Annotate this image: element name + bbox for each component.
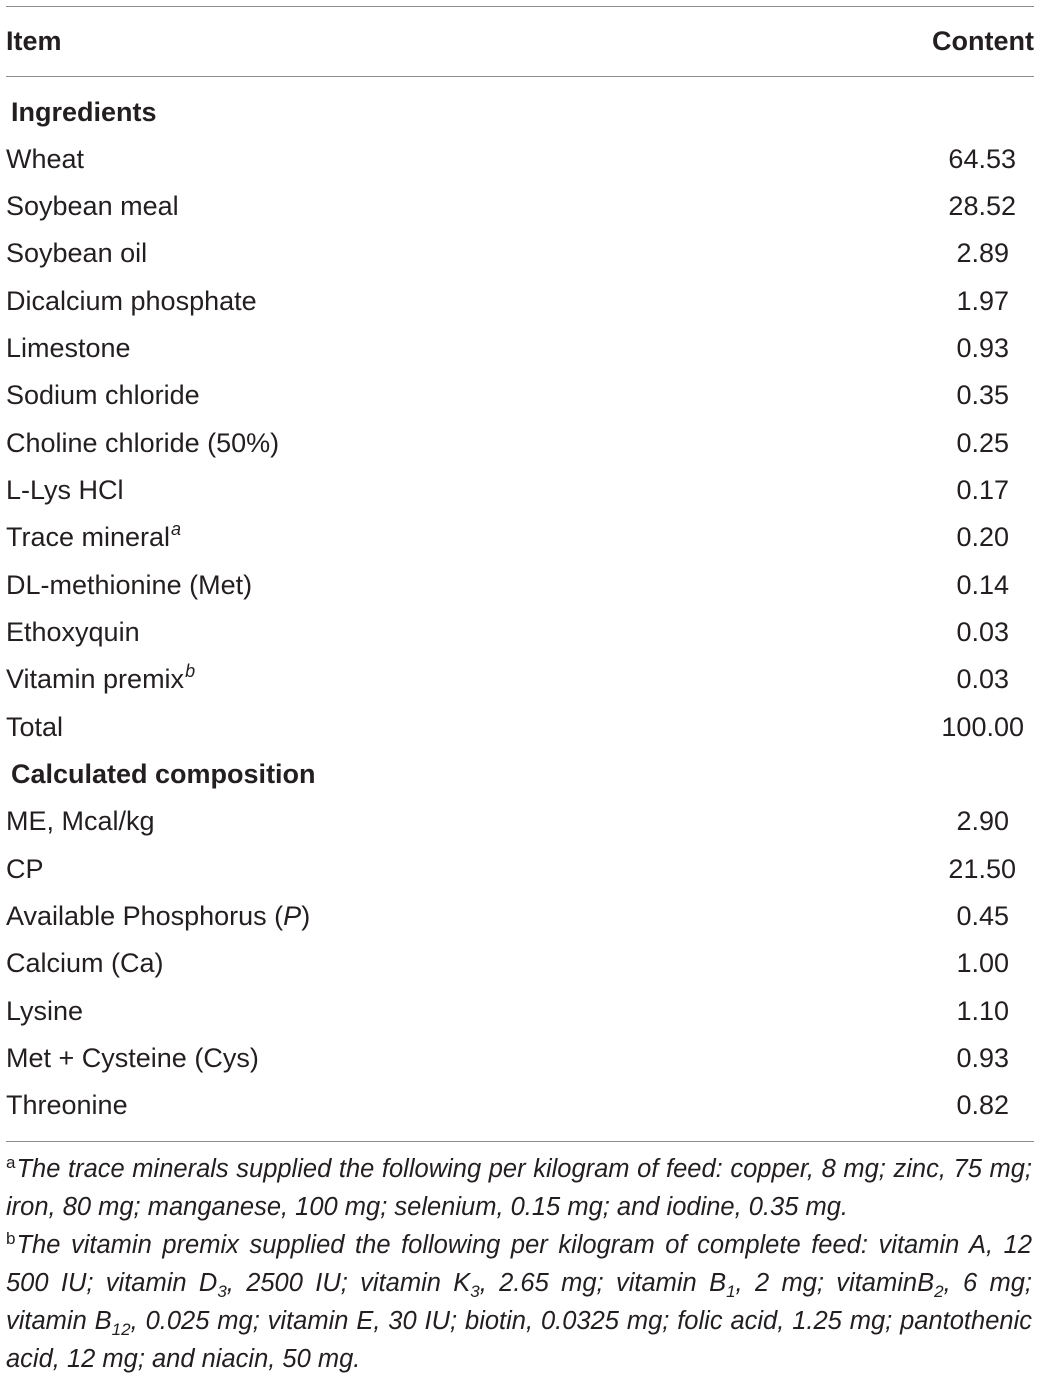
row-label [6,514,181,561]
subscript: 3 [470,1282,480,1301]
subscript: 1 [726,1282,736,1301]
table-row [6,940,1034,987]
row-value: 100.00 [941,712,1024,742]
row-label: ME, Mcal/kg [6,806,155,836]
row-value: 0.82 [956,1090,1009,1120]
row-value: 1.10 [956,996,1009,1026]
footnote-b-text: , 2500 IU; vitamin K [226,1269,471,1297]
row-value: 0.17 [956,475,1009,505]
row-label: Soybean oil [6,238,148,268]
footnote-marker-b: b [185,661,196,681]
header-item: Item [6,26,62,56]
footnotes [6,1150,1032,1378]
row-label: Limestone [6,333,131,363]
footnote-b-text: , 6 mg; vitamin B [6,1269,1032,1335]
bottom-rule [6,1141,1034,1142]
row-value: 0.03 [956,664,1009,694]
row-value: 0.14 [956,570,1009,600]
row-value: 28.52 [948,191,1016,221]
label-text: Trace mineral [6,522,171,552]
table-row [6,988,1034,1035]
row-value: 0.20 [956,522,1009,552]
row-label: Wheat [6,144,85,174]
subscript: 2 [934,1282,944,1301]
table-row [6,1035,1034,1082]
table-row [6,1082,1034,1129]
row-label: Sodium chloride [6,380,200,410]
label-after: ) [301,901,311,931]
row-value: 0.93 [956,1043,1009,1073]
table-row [6,372,1034,419]
label-italic: P [283,901,302,931]
footnote-b-marker: b [6,1229,16,1248]
section-ingredients [6,89,1034,136]
row-label: Soybean meal [6,191,179,221]
row-value: 21.50 [948,854,1016,884]
table-row [6,278,1034,325]
row-label [6,656,195,703]
row-value: 0.03 [956,617,1009,647]
row-label: Ethoxyquin [6,617,140,647]
table-header [6,18,1034,65]
header-content: Content [932,26,1034,56]
footnote-a-marker: a [6,1153,16,1172]
header-rule [6,76,1034,77]
row-label: Choline chloride (50%) [6,428,280,458]
row-value: 1.00 [956,948,1009,978]
section-composition [6,751,1034,798]
row-value: 2.90 [956,806,1009,836]
subscript: 3 [217,1282,227,1301]
row-label: Calcium (Ca) [6,948,164,978]
row-label: Threonine [6,1090,128,1120]
subscript: 12 [111,1320,131,1339]
row-value: 2.89 [956,238,1009,268]
row-label [6,893,310,940]
row-label: Total [6,712,64,742]
footnote-marker-a: a [171,519,182,539]
table-row [6,798,1034,845]
footnote-b-text: , 2.65 mg; vitamin B [479,1269,727,1297]
table-row [6,704,1034,751]
top-rule [6,6,1034,7]
row-value: 0.93 [956,333,1009,363]
table-row [6,136,1034,183]
row-label: Dicalcium phosphate [6,286,257,316]
footnote-b [6,1226,1032,1378]
footnote-b-text: , 0.025 mg; vitamin E, 30 IU; biotin, 0.0325 mg; folic acid, 1.25 mg; pantothenic acid, 12 mg; and niacin, 50 mg. [6,1307,1032,1373]
table-row [6,420,1034,467]
table-row [6,467,1034,514]
table-row [6,183,1034,230]
table-row [6,230,1034,277]
row-value: 0.25 [956,428,1009,458]
table-row [6,893,1034,940]
label-text: Available Phosphorus ( [6,901,284,931]
row-label: L-Lys HCl [6,475,124,505]
row-value: 64.53 [948,144,1016,174]
table-row [6,325,1034,372]
label-text: Vitamin premix [6,664,185,694]
footnote-a [6,1150,1032,1226]
row-label: Lysine [6,996,84,1026]
footnote-b-text: , 2 mg; vitaminB [735,1269,935,1297]
section-title: Ingredients [11,97,157,127]
section-title: Calculated composition [11,759,316,789]
footnote-b-text: The vitamin premix supplied the following per kilogram of complete feed: vitamin A, 12 500 IU; vitamin D [6,1231,1032,1297]
table-row [6,609,1034,656]
table-row [6,562,1034,609]
row-value: 0.45 [956,901,1009,931]
table-row [6,846,1034,893]
table-row [6,656,1034,703]
table-row [6,514,1034,561]
row-label: CP [6,854,44,884]
row-value: 0.35 [956,380,1009,410]
row-value: 1.97 [956,286,1009,316]
row-label: DL-methionine (Met) [6,570,253,600]
row-label: Met + Cysteine (Cys) [6,1043,259,1073]
footnote-a-text: The trace minerals supplied the following per kilogram of feed: copper, 8 mg; zinc, 75 mg; iron, 80 mg; manganese, 100 mg; selenium, 0.15 mg; and iodine, 0.35 mg. [6,1155,1032,1221]
